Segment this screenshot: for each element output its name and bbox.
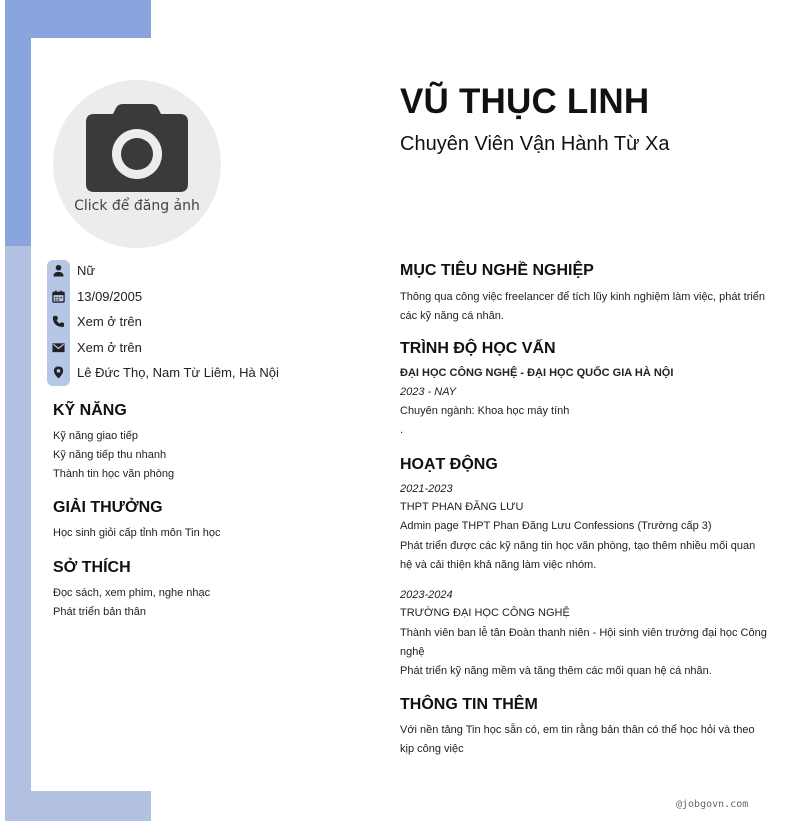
education-period: 2023 - NAY	[400, 386, 457, 398]
skill-item: Kỹ năng tiếp thu nhanh	[53, 449, 167, 461]
awards-heading: GIẢI THƯỞNG	[53, 499, 163, 516]
brand-watermark: @jobgovn.com	[676, 799, 749, 810]
email-icon	[47, 336, 70, 358]
education-school: ĐẠI HỌC CÔNG NGHỆ - ĐẠI HỌC QUỐC GIA HÀ NỘI	[400, 367, 674, 379]
activity-desc: Phát triển được các kỹ năng tin học văn phòng, tạo thêm nhiều mối quan hệ và cải thiện khả năng làm việc nhóm.	[400, 540, 756, 571]
avatar-caption: Click để đăng ảnh	[74, 198, 200, 214]
activity-org: THPT PHAN ĐĂNG LƯU	[400, 501, 524, 513]
contact-address	[47, 361, 279, 383]
activity-role: Admin page THPT Phan Đăng Lưu Confessions (Trường cấp 3)	[400, 520, 712, 532]
hobby-item: Phát triển bản thân	[53, 606, 146, 618]
skill-item: Kỹ năng giao tiếp	[53, 430, 139, 442]
objective-text: Thông qua công việc freelancer để tích lũy kinh nghiệm làm việc, phát triển các kỹ năng cá nhân.	[400, 291, 766, 322]
skill-item: Thành tin học văn phòng	[53, 468, 175, 480]
education-heading: TRÌNH ĐỘ HỌC VẤN	[400, 340, 556, 357]
phone-value: Xem ở trên	[77, 313, 142, 329]
phone-icon	[47, 310, 70, 332]
more-info-heading: THÔNG TIN THÊM	[400, 696, 538, 713]
job-title: Chuyên Viên Vận Hành Từ Xa	[400, 133, 670, 155]
education-major: Chuyên ngành: Khoa học máy tính	[400, 405, 570, 417]
location-pin-icon	[47, 361, 70, 383]
activity-desc: Phát triển kỹ năng mềm và tăng thêm các mối quan hệ cá nhân.	[400, 665, 712, 677]
activity-role: Thành viên ban lễ tân Đoàn thanh niên - Hội sinh viên trường đại học Công nghệ	[400, 627, 767, 658]
activity-period: 2023-2024	[400, 589, 453, 601]
candidate-name: VŨ THỤC LINH	[400, 82, 650, 121]
email-value: Xem ở trên	[77, 339, 142, 355]
activity-org: TRƯỜNG ĐẠI HỌC CÔNG NGHỆ	[400, 607, 570, 619]
objective-heading: MỤC TIÊU NGHỀ NGHIỆP	[400, 262, 594, 279]
camera-icon	[86, 104, 188, 194]
activity-period: 2021-2023	[400, 483, 453, 495]
hobbies-heading: SỞ THÍCH	[53, 559, 131, 576]
birthday-value: 13/09/2005	[77, 288, 143, 304]
avatar-upload[interactable]	[53, 80, 221, 248]
more-info-text: Với nền tảng Tin học sẵn có, em tin rằng bản thân có thể học hỏi và theo kịp công việc	[400, 724, 755, 755]
award-item: Học sinh giỏi cấp tỉnh môn Tin học	[53, 527, 221, 539]
contact-gender	[47, 259, 95, 281]
education-extra: .	[400, 424, 404, 436]
person-icon	[47, 259, 70, 281]
address-value: Lê Đức Thọ, Nam Từ Liêm, Hà Nội	[77, 364, 279, 380]
contact-birthday	[47, 285, 142, 307]
gender-value: Nữ	[77, 262, 96, 278]
calendar-icon	[47, 285, 70, 307]
hobby-item: Đọc sách, xem phim, nghe nhạc	[53, 587, 211, 599]
contact-phone	[47, 310, 142, 332]
contact-email	[47, 336, 142, 358]
activities-heading: HOẠT ĐỘNG	[400, 456, 498, 473]
skills-heading: KỸ NĂNG	[53, 402, 127, 419]
